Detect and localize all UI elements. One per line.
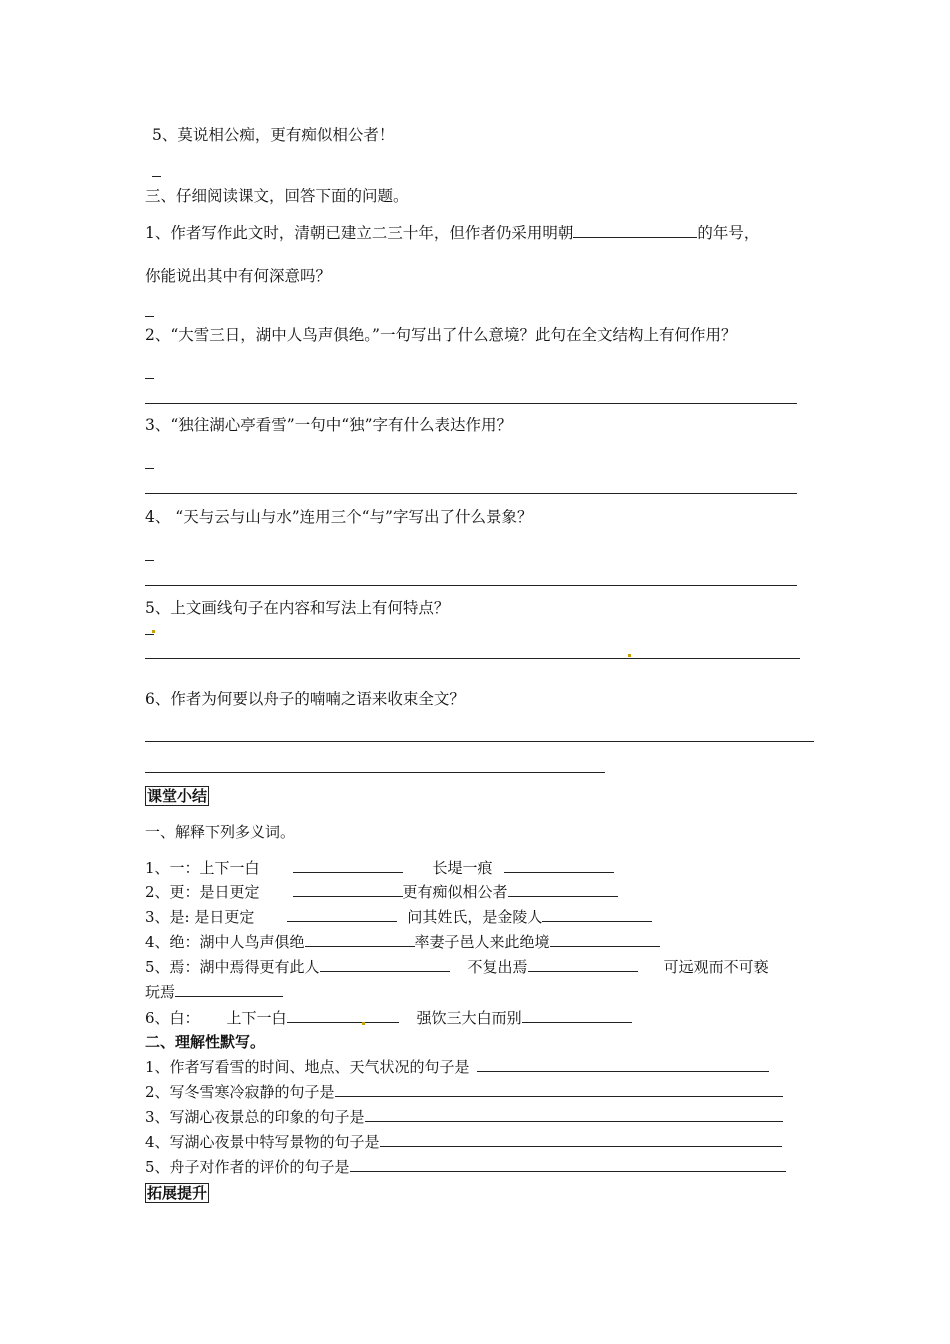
question-3-1-line2: 你能说出其中有何深意吗？ [145, 267, 332, 285]
polysemy-row-5-cont [145, 985, 283, 1000]
answer-blank[interactable] [350, 1170, 786, 1172]
extension-title [145, 1186, 209, 1201]
dictation-row-1 [145, 1060, 769, 1075]
answer-blank[interactable] [365, 1120, 783, 1122]
question-3-2: 2、“大雪三日，湖中人鸟声俱绝。”一句写出了什么意境？此句在全文结构上有何作用？ [145, 326, 737, 344]
summary-sec1-heading: 一、解释下列多义词。 [145, 823, 296, 841]
answer-blank[interactable] [293, 895, 403, 897]
section-3-heading: 三、仔细阅读课文，回答下面的问题。 [145, 187, 409, 205]
polysemy-item-text: 3、是: 是日更定 [145, 908, 255, 926]
question-3-6: 6、作者为何要以舟子的喃喃之语来收束全文？ [145, 690, 465, 708]
dictation-row-2 [145, 1085, 783, 1100]
mark-dot [628, 654, 631, 657]
summary-sec2-heading: 二、理解性默写。 [145, 1033, 266, 1051]
dictation-row-3 [145, 1110, 783, 1125]
dictation-text: 3、写湖心夜景总的印象的句子是 [145, 1108, 365, 1126]
polysemy-row-5 [145, 960, 769, 975]
polysemy-item-text: 6、白： [145, 1009, 200, 1027]
answer-line[interactable] [145, 493, 797, 494]
answer-line[interactable] [145, 658, 800, 659]
polysemy-item-text: 更有痴似相公者 [402, 883, 508, 901]
answer-blank[interactable] [508, 895, 618, 897]
polysemy-row-6 [145, 1011, 632, 1026]
dictation-text: 4、写湖心夜景中特写景物的句子是 [145, 1133, 380, 1151]
answer-mark [145, 560, 154, 561]
answer-line[interactable] [145, 403, 797, 404]
polysemy-item-text: 长堤一痕 [432, 859, 493, 877]
polysemy-item-text: 可远观而不可亵 [663, 958, 769, 976]
answer-line[interactable] [145, 585, 797, 586]
answer-blank[interactable] [287, 920, 397, 922]
summary-title [145, 789, 209, 804]
answer-blank[interactable] [550, 945, 660, 947]
polysemy-item-text: 5、焉：湖中焉得更有此人 [145, 958, 320, 976]
answer-blank[interactable] [335, 1095, 783, 1097]
question-3-1-text: 1、作者写作此文时，清朝已建立二三十年，但作者仍采用明朝 [145, 224, 574, 242]
answer-blank[interactable] [287, 1021, 399, 1023]
polysemy-item-text: 问其姓氏，是金陵人 [407, 908, 543, 926]
answer-blank[interactable] [320, 970, 450, 972]
dictation-text: 5、舟子对作者的评价的句子是 [145, 1158, 350, 1176]
answer-mark [145, 468, 154, 469]
question-5-mo-shuo: 5、莫说相公痴，更有痴似相公者！ [152, 126, 395, 144]
dictation-text: 1、作者写看雪的时间、地点、天气状况的句子是 [145, 1058, 470, 1076]
answer-blank[interactable] [305, 945, 415, 947]
answer-blank-year[interactable] [573, 236, 697, 238]
answer-mark [152, 176, 161, 177]
question-3-5: 5、上文画线句子在内容和写法上有何特点？ [145, 599, 450, 617]
dictation-row-4 [145, 1135, 782, 1150]
answer-blank[interactable] [380, 1145, 782, 1147]
extension-title-box: 拓展提升 [147, 1184, 208, 1202]
answer-mark [145, 378, 154, 379]
polysemy-item-text: 率妻子邑人来此绝境 [414, 933, 550, 951]
dictation-row-5 [145, 1160, 786, 1175]
polysemy-item-text: 强饮三大白而别 [416, 1009, 522, 1027]
polysemy-row-4 [145, 935, 660, 950]
polysemy-row-2 [145, 885, 618, 900]
answer-line[interactable] [145, 741, 814, 742]
question-3-1-suffix: 的年号， [697, 224, 760, 242]
mark-dot [152, 630, 155, 633]
answer-mark [145, 634, 154, 635]
question-3-1-line1 [145, 226, 759, 242]
polysemy-item-text: 不复出焉 [467, 958, 528, 976]
answer-blank[interactable] [528, 970, 638, 972]
polysemy-item-text: 1、一：上下一白 [145, 859, 260, 877]
mark-dot [362, 1022, 365, 1025]
answer-mark [145, 316, 154, 317]
polysemy-item-text: 4、绝：湖中人鸟声俱绝 [145, 933, 305, 951]
polysemy-item-text: 上下一白 [226, 1009, 287, 1027]
answer-blank[interactable] [542, 920, 652, 922]
answer-line[interactable] [145, 772, 605, 773]
question-3-4: 4、 “天与云与山与水”连用三个“与”字写出了什么景象？ [145, 508, 533, 526]
polysemy-row-1 [145, 861, 614, 876]
question-3-3: 3、“独往湖心亭看雪”一句中“独”字有什么表达作用？ [145, 416, 513, 434]
polysemy-item-text: 2、更：是日更定 [145, 883, 260, 901]
polysemy-row-3 [145, 910, 652, 925]
answer-blank[interactable] [477, 1070, 769, 1072]
answer-blank[interactable] [522, 1021, 632, 1023]
answer-blank[interactable] [504, 871, 614, 873]
dictation-text: 2、写冬雪寒冷寂静的句子是 [145, 1083, 335, 1101]
polysemy-item-text: 玩焉 [145, 983, 176, 1001]
answer-blank[interactable] [175, 995, 283, 997]
answer-blank[interactable] [293, 871, 403, 873]
summary-title-box: 课堂小结 [147, 787, 208, 805]
